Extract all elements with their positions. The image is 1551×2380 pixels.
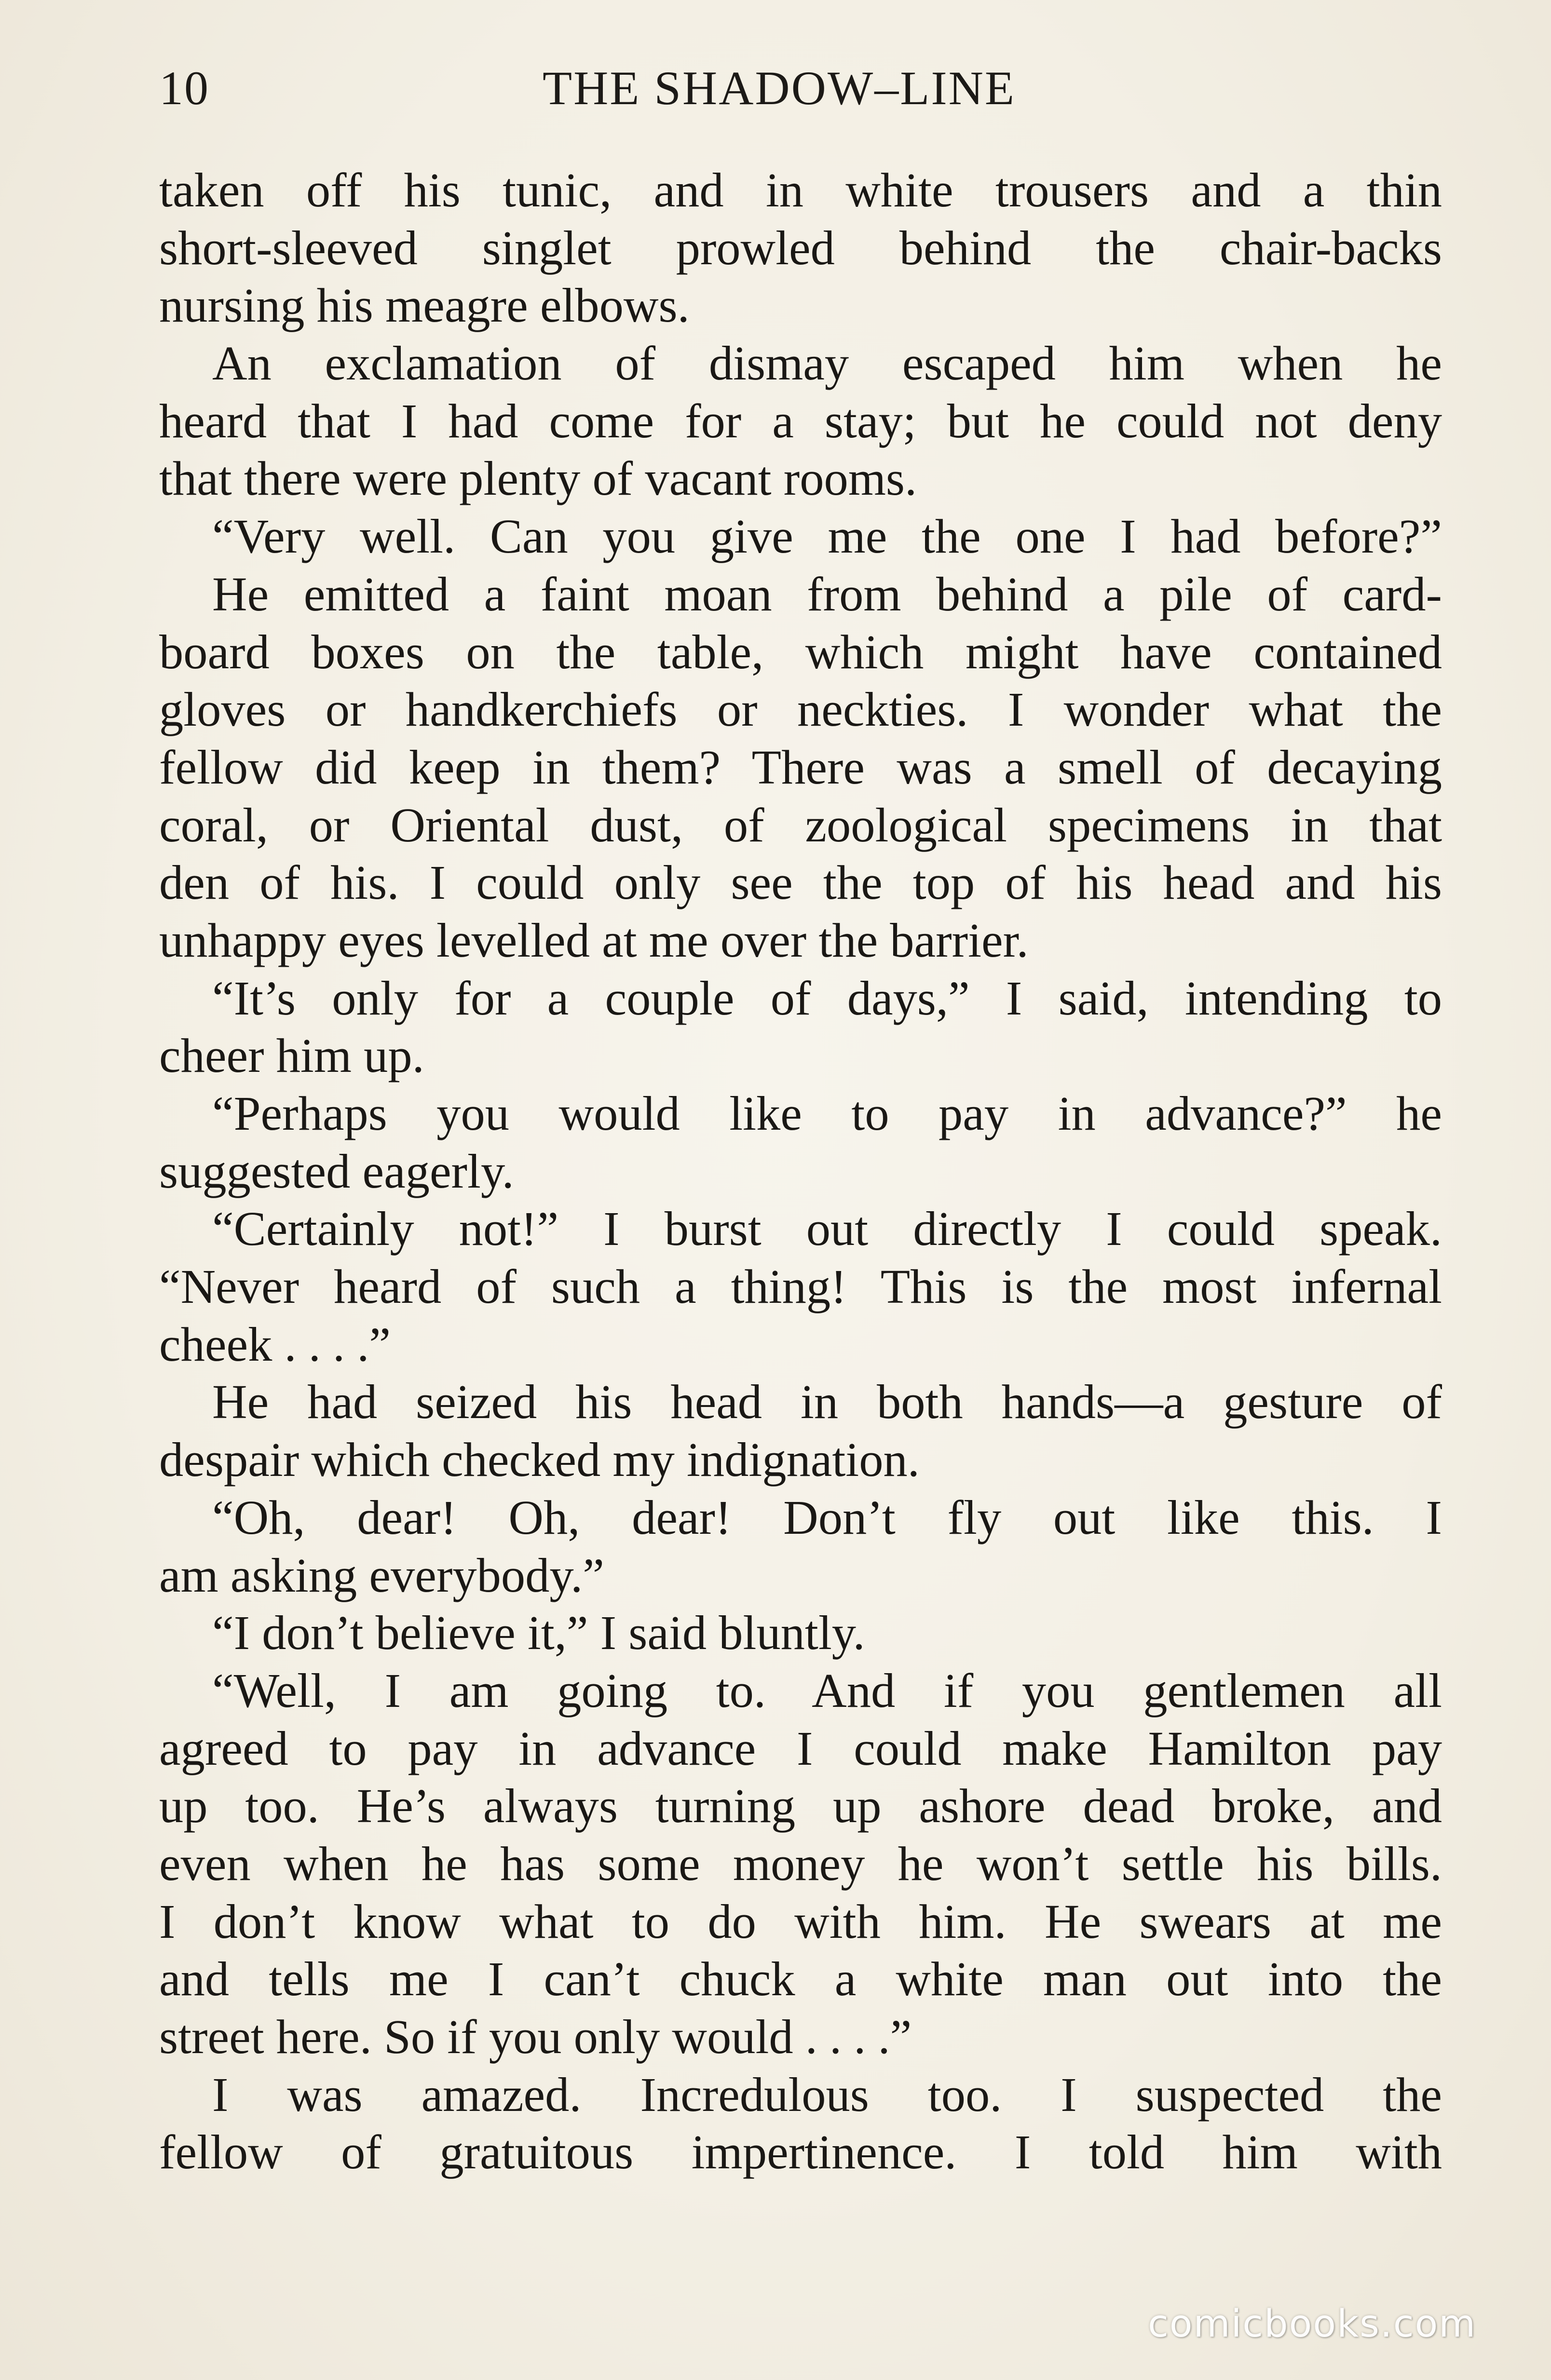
text-line: “Very well. Can you give me the one I had before?” <box>212 509 1442 564</box>
text-line: taken off his tunic, and in white trousers and a thin <box>159 163 1442 217</box>
text-line: “Never heard of such a thing! This is the most infernal <box>159 1259 1442 1314</box>
text-line: despair which checked my indignation. <box>159 1433 920 1487</box>
text-line: and tells me I can’t chuck a white man out into the <box>159 1952 1442 2006</box>
text-line: am asking everybody.” <box>159 1548 604 1602</box>
text-line: I don’t know what to do with him. He swears at me <box>159 1894 1442 1948</box>
text-line: gloves or handkerchiefs or neckties. I wonder what the <box>159 682 1442 737</box>
text-line: up too. He’s always turning up ashore dead broke, and <box>159 1779 1442 1833</box>
text-line: He had seized his head in both hands—a gesture of <box>212 1375 1442 1429</box>
text-line: I was amazed. Incredulous too. I suspected the <box>212 2067 1442 2122</box>
text-line: that there were plenty of vacant rooms. <box>159 451 917 506</box>
watermark: comicbooks.com <box>1148 2302 1477 2346</box>
text-line: fellow did keep in them? There was a smell of decaying <box>159 740 1442 794</box>
text-line: heard that I had come for a stay; but he could not deny <box>159 393 1442 448</box>
text-line: “I don’t believe it,” I said bluntly. <box>212 1606 865 1660</box>
text-line: He emitted a faint moan from behind a pile of card- <box>212 567 1442 621</box>
text-line: even when he has some money he won’t settle his bills. <box>159 1836 1442 1891</box>
text-line: fellow of gratuitous impertinence. I told him with <box>159 2125 1442 2179</box>
body-text <box>159 162 1442 2181</box>
text-line: coral, or Oriental dust, of zoological specimens in that <box>159 798 1442 852</box>
running-title: THE SHADOW–LINE <box>543 61 1016 115</box>
text-line: “It’s only for a couple of days,” I said, intending to <box>212 971 1442 1025</box>
text-line: short-sleeved singlet prowled behind the chair-backs <box>159 220 1442 275</box>
text-line: cheek . . . .” <box>159 1317 391 1371</box>
text-line: agreed to pay in advance I could make Hamilton pay <box>159 1721 1442 1775</box>
text-line: “Well, I am going to. And if you gentlemen all <box>212 1663 1442 1717</box>
text-line: nursing his meagre elbows. <box>159 278 690 333</box>
text-line: street here. So if you only would . . . .” <box>159 2010 912 2064</box>
text-line: cheer him up. <box>159 1028 424 1083</box>
text-line: “Perhaps you would like to pay in advance?” he <box>212 1086 1442 1140</box>
text-line: An exclamation of dismay escaped him when he <box>212 336 1442 391</box>
text-line: den of his. I could only see the top of his head and his <box>159 855 1442 910</box>
page-number: 10 <box>159 61 209 115</box>
text-line: “Oh, dear! Oh, dear! Don’t fly out like this. I <box>212 1490 1442 1544</box>
text-line: board boxes on the table, which might have contained <box>159 624 1442 679</box>
text-line: suggested eagerly. <box>159 1144 514 1198</box>
text-line: “Certainly not!” I burst out directly I could speak. <box>212 1202 1442 1256</box>
text-line: unhappy eyes levelled at me over the barrier. <box>159 913 1029 967</box>
